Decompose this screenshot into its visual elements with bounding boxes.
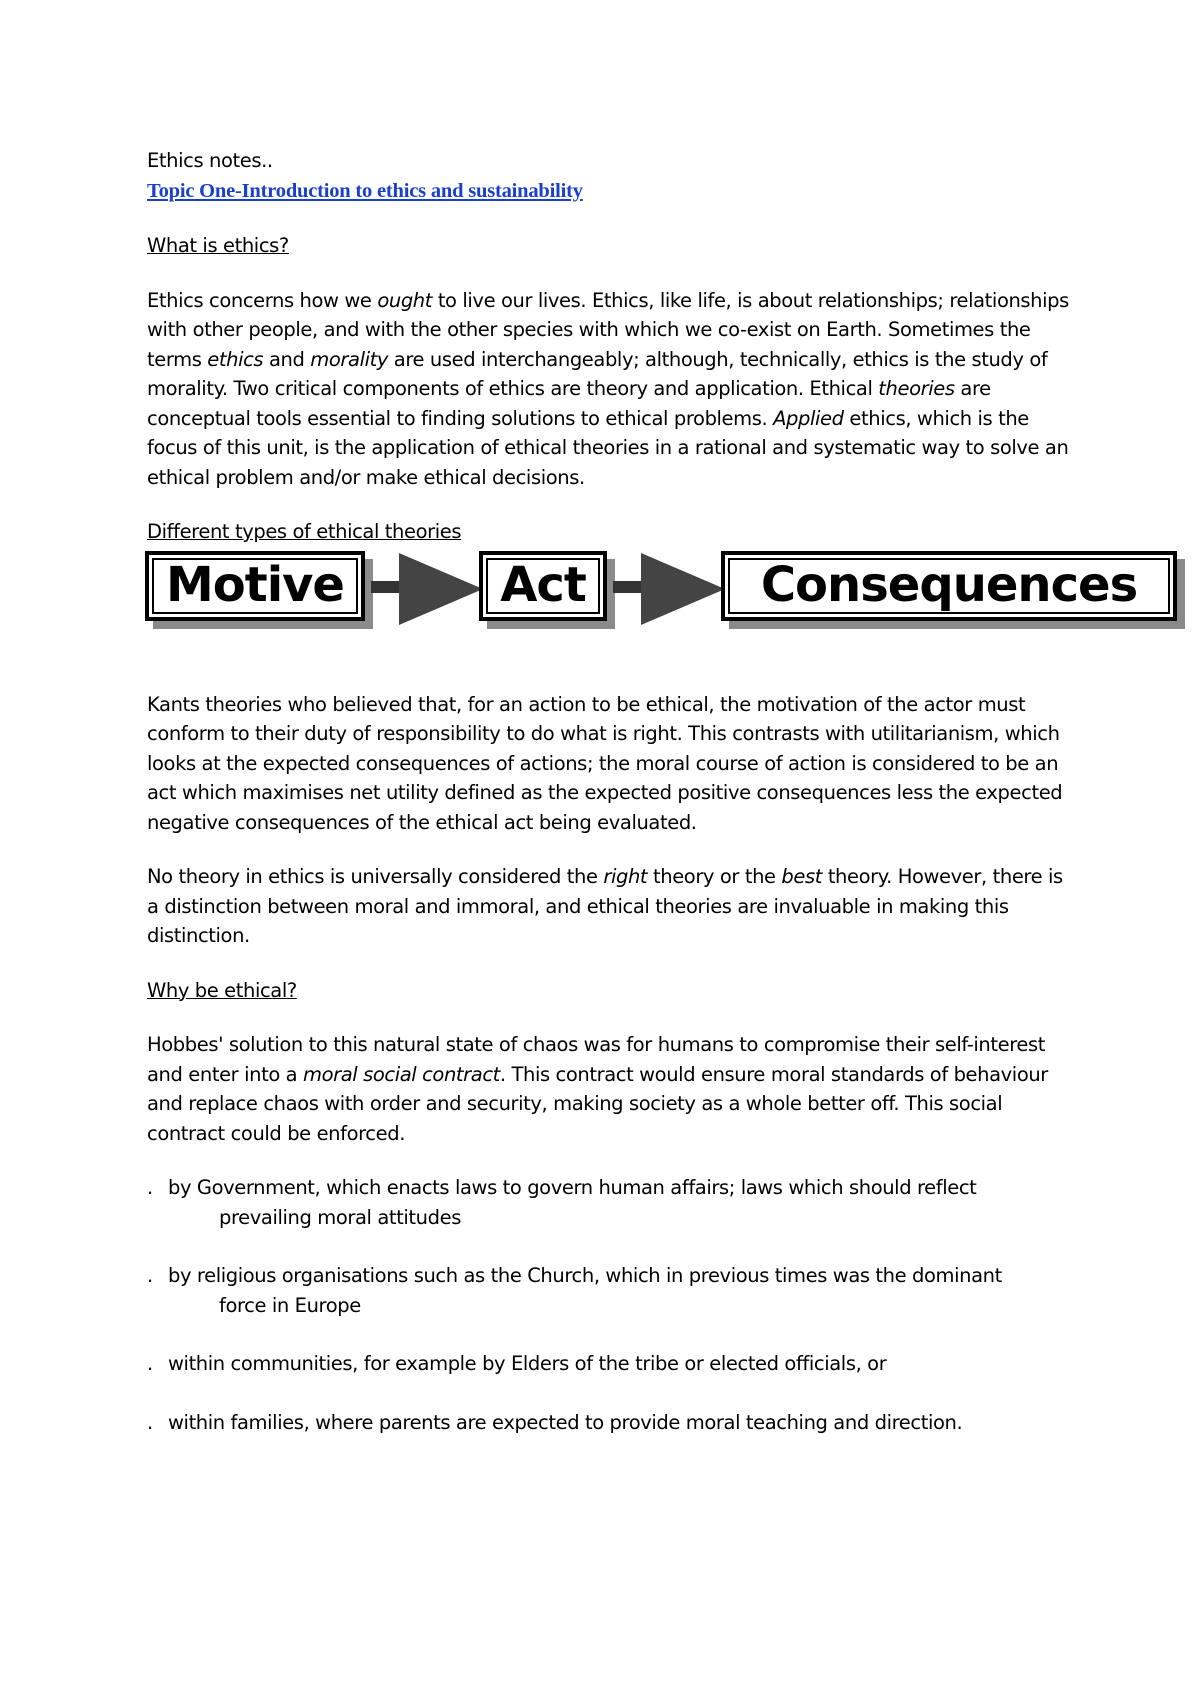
motive-act-consequences-diagram [145,547,1185,643]
paragraph-what-is-ethics: Ethics concerns how we ought to live our lives. Ethics, like life, is about relationships; relationships with other people, and with the other species with which we co-exist on Earth. Sometimes the terms ethics and morality are used interchangeably; although, technically, ethics is the study of morality. Two critical components of ethics are theory and application. Ethical theories are conceptual tools essential to finding solutions to ethical problems. Applied ethics, which is the focus of this unit, is the application of ethical theories in a rational and systematic way to solve an ethical problem and/or make ethical decisions. [147,288,1069,489]
enforcement-list [147,1173,1077,1437]
list-item: . within families, where parents are expected to provide moral teaching and direction. [147,1408,1077,1438]
section-heading-what-is-ethics: What is ethics? [147,234,289,257]
paragraph-no-theory: No theory in ethics is universally considered the right theory or the best theory. However, there is a distinction between moral and immoral, and ethical theories are invaluable in making this distinction. [147,865,1063,947]
diagram-box-act: Act [479,551,607,621]
arrow-right-icon [371,551,491,629]
section-heading-ethical-theories: Different types of ethical theories [147,520,462,543]
topic-heading-link[interactable]: Topic One-Introduction to ethics and sustainability [147,179,583,202]
bullet-marker: . [147,1352,153,1375]
diagram-box-consequences: Consequences [721,551,1177,621]
paragraph-kants-theories: Kants theories who believed that, for an action to be ethical, the motivation of the actor must conform to their duty of responsibility to do what is right. This contrasts with utilitarianism, which looks at the expected consequences of actions; the moral course of action is considered to be an act which maximises net utility defined as the expected positive consequences less the expected negative consequences of the ethical act being evaluated. [147,692,1063,834]
bullet-marker: . [147,1264,153,1287]
bullet-marker: . [147,1410,153,1434]
document-body [147,146,1138,1437]
section-heading-why-be-ethical: Why be ethical? [147,978,297,1002]
doc-title: Ethics notes.. [147,149,273,172]
list-item: . within communities, for example by Elders of the tribe or elected officials, or [147,1349,1077,1379]
arrow-right-icon [613,551,733,629]
bullet-marker: . [147,1176,153,1199]
list-item: . by Government, which enacts laws to govern human affairs; laws which should reflect prevailing moral attitudes [147,1173,1077,1232]
paragraph-hobbes: Hobbes' solution to this natural state of chaos was for humans to compromise their self-interest and enter into a moral social contract. This contract would ensure moral standards of behaviour and replace chaos with order and security, making society as a whole better off. This social contract could be enforced. [147,1033,1048,1145]
diagram-box-motive: Motive [145,551,365,621]
list-item: . by religious organisations such as the Church, which in previous times was the dominant force in Europe [147,1261,1077,1320]
